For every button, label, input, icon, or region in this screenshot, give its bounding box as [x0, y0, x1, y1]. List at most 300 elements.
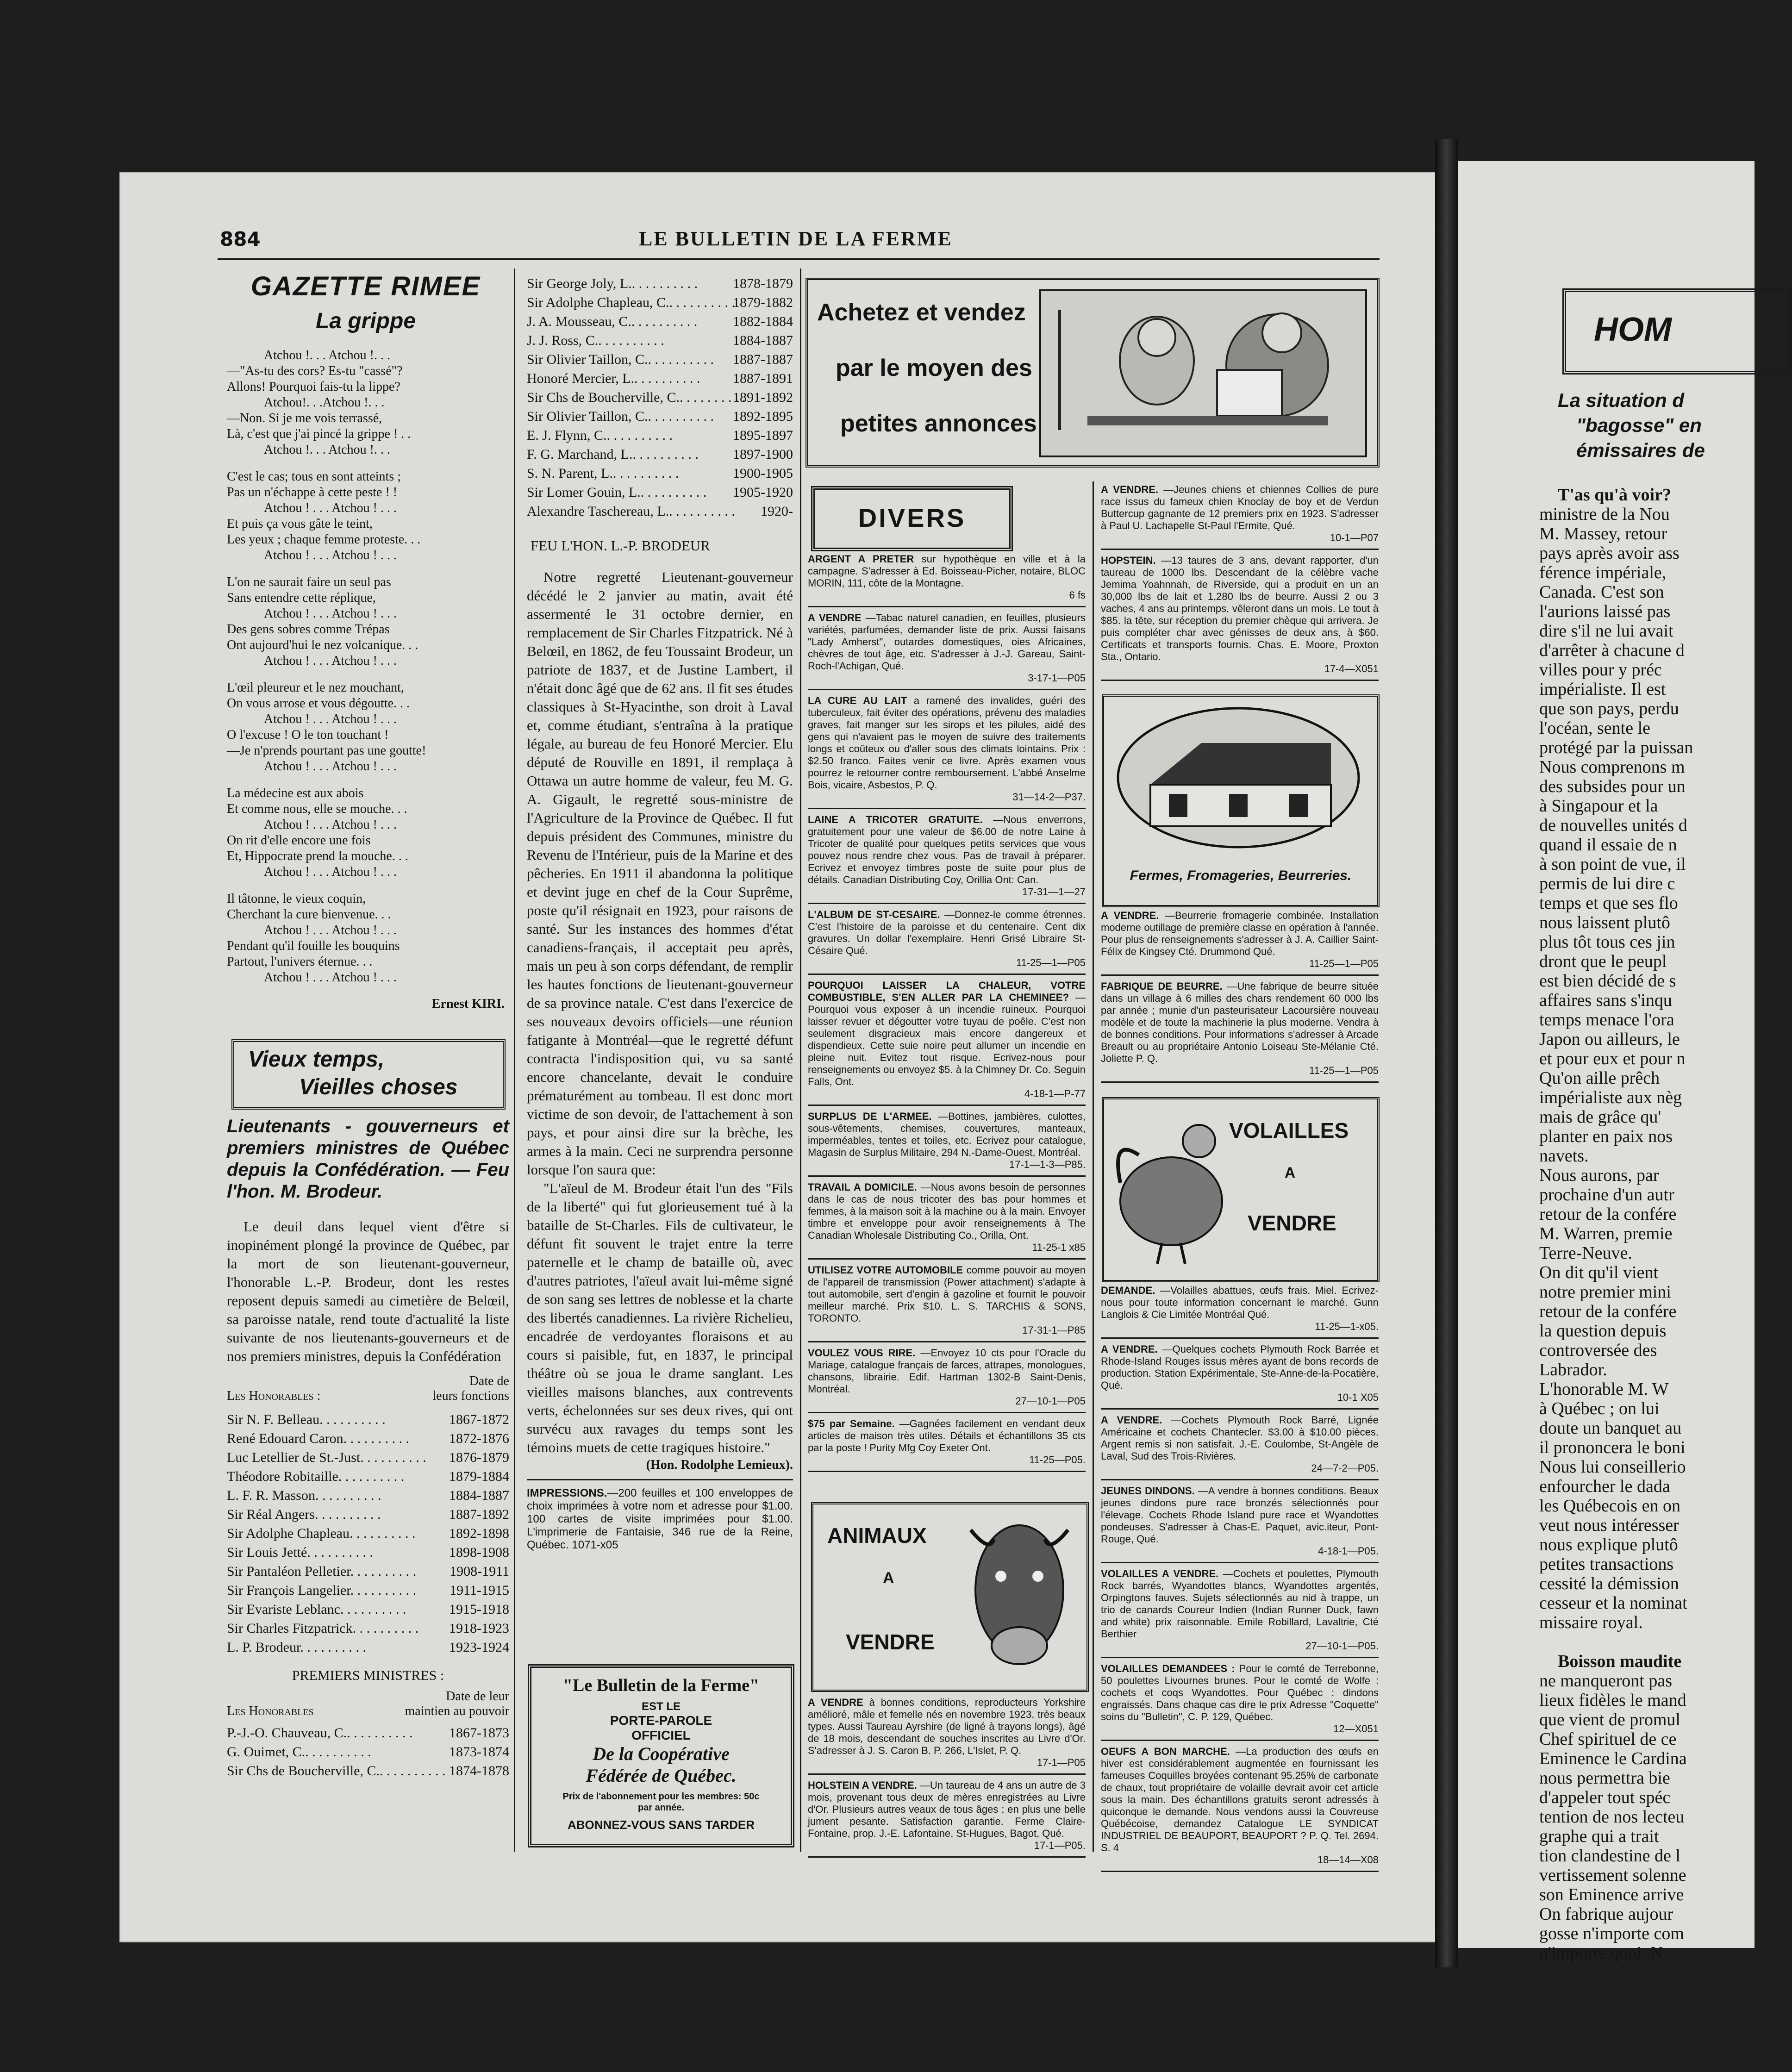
poem-line: Et comme nous, elle se mouche. . . [227, 802, 407, 816]
table-name-cell: Sir Réal Angers. . . . . . . . . . [227, 1507, 381, 1522]
right-page-line: Terre-Neuve. [1539, 1243, 1632, 1263]
poem-line: Atchou ! . . . Atchou ! . . . [264, 712, 397, 726]
classified-ad [1101, 1414, 1379, 1474]
article-intro-text: Le deuil dans lequel vient d'être si inopinément plongé la province de Québec, par la mort de son lieutenant-gouverneur, l'honorable L.-P. Brodeur, dont les restes reposent depuis samedi au cimetière de Belœil, sa paroisse natale, rend toute d'actualité la liste suivante de nos lieutenants-gouverneurs et de nos premiers ministres, depuis la Confédération [227, 1218, 509, 1364]
table-row [527, 464, 793, 483]
table-year-cell: 1891-1892 [733, 390, 793, 405]
poem-line: Atchou ! . . . Atchou ! . . . [264, 606, 397, 621]
couple-drawing [1041, 291, 1365, 456]
bulletin-box [528, 1664, 794, 1847]
masthead: LE BULLETIN DE LA FERME [639, 227, 953, 250]
page-number: 884 [220, 228, 261, 250]
table-year-cell: 1908-1911 [450, 1564, 509, 1579]
ad-separator [808, 1856, 1086, 1858]
table-year-cell: 1892-1898 [449, 1526, 509, 1541]
classified-ad-code: 17-4—X051 [1324, 663, 1379, 674]
right-page-line: des subsides pour un [1539, 777, 1686, 796]
table-year-cell: 1887-1891 [733, 371, 793, 386]
right-page-line: à Singapour et la [1539, 796, 1658, 816]
header-rule [218, 258, 1380, 260]
right-page-line: lieux fidèles le mand [1539, 1691, 1686, 1710]
classified-ad-text: —Nous avons besoin de personnes dans le cas de nous tricoter des bas pour hommes et femmes, à la maison soit à la machine ou à la main. Envoyer timbre et enveloppe pour avoir renseignements à The Canadian Wholesale Distributing Co., Orilla, Ont. [808, 1181, 1086, 1241]
classified-ad-code: 3-17-1—P05 [1028, 672, 1086, 684]
right-page-line: enfourcher le dada [1539, 1477, 1670, 1496]
table-row [227, 1410, 509, 1429]
poem-line: Atchou ! . . . Atchou ! . . . [264, 759, 397, 774]
poem-line: Atchou ! . . . Atchou ! . . . [264, 654, 397, 668]
right-page-line: L'honorable M. W [1539, 1379, 1669, 1399]
classified-ad [1101, 1485, 1379, 1557]
fermes-box [1102, 694, 1380, 907]
table-row [527, 331, 793, 350]
right-page-line: veut nous intéresser [1539, 1516, 1679, 1535]
classified-ad-text: —A vendre à bonnes conditions. Beaux jeunes dindons pure race bronzés sélectionnés pour l'élevage. Cochets Rhode Island pure race et Wyandottes pondeuses. S'adresser à Chas-E. Paquet, avic.iteur, Pont-Rouge, Qué. [1101, 1485, 1379, 1545]
right-page-line: impérialiste. Il est [1539, 680, 1666, 699]
table1-header-left: Les Honorables : [227, 1389, 321, 1403]
classified-ad-text: —Nous enverrons, gratuitement pour une valeur de $6.00 de notre Laine à Tricoter de qualité pour quelques petits services que vous pouvez nous rendre chez vous. Pas de travail à préparer. Ecrivez et envoyez timbres poste de suite pour plus de détails. Canadian Distributing Coy, Orillia Ont: Can. [808, 814, 1086, 886]
impressions-head: IMPRESSIONS. [527, 1487, 607, 1499]
ad-separator [1101, 974, 1379, 976]
classified-ad-code: 10-1—P07 [1330, 532, 1379, 543]
right-page-line: Labrador. [1539, 1360, 1607, 1379]
poem-line: Il tâtonne, le vieux coquin, [227, 892, 366, 906]
brodeur-article [527, 568, 793, 1457]
right-page-line: prochaine d'un autr [1539, 1185, 1674, 1205]
premiers-table [227, 1723, 509, 1780]
divers-title: DIVERS [858, 503, 966, 532]
ad-separator [1101, 1408, 1379, 1410]
column-1-article [227, 1116, 509, 1780]
right-page-line: n'importe quoi. N [1539, 1943, 1663, 1963]
right-page-line: temps et que ses flo [1539, 893, 1678, 913]
right-page-line: la question depuis [1539, 1321, 1667, 1341]
classified-ad-text: —Donnez-le comme étrennes. C'est l'histoire de la paroisse et du centenaire. Cent dix gravures. Un dollar l'exemplaire. Henri Grisé Libraire St-Césaire Qué. [808, 909, 1086, 956]
classified-ad-text: à bonnes conditions, reproducteurs Yorkshire amélioré, mâle et femelle nés en novembre 1923, très beaux types. Aussi Taureau Ayrshire (de ligné à trayons longs), âgé de 18 mois, descendant de souches inscrites au Livre d'Or. S'adresser à J. S. Caron B. P. 266, L'Islet, P. Q. [808, 1697, 1086, 1756]
right-page-line: missaire royal. [1539, 1613, 1643, 1632]
ad-separator [808, 1258, 1086, 1260]
table-row [227, 1761, 509, 1780]
table-row [227, 1429, 509, 1448]
table-year-cell: 1920- [761, 504, 793, 519]
poem-line: Atchou ! . . . Atchou ! . . . [264, 970, 397, 985]
classified-ad-code: 27—10-1—P05. [1305, 1640, 1379, 1652]
table-year-cell: 1882-1884 [733, 314, 793, 329]
rooster-illustration [1111, 1109, 1231, 1266]
classified-ad-text: —La production des œufs en hiver est considérablement augmentée en fournissant les fameuses Coquilles broyées contenant 95.25% de carbonate de chaux, tout propriétaire de volaille devrait avoir cet article sous la main. Des échantillons gratuits seront adressés à quiconque le demande. Nous vendons aussi la Couvreuse Québécoise, demandez Catalogue LE SYNDICAT INDUSTRIEL DE BEAUPORT, BEAUPORT ? P. Q. Tel. 2694. S. 4 [1101, 1746, 1379, 1854]
table-year-cell: 1918-1923 [449, 1621, 509, 1636]
table-name-cell: Sir François Langelier. . . . . . . . . . [227, 1583, 417, 1598]
right-page-line: Qu'on aille prêch [1539, 1068, 1660, 1088]
classified-ad [1101, 910, 1379, 970]
classified-ad [1101, 555, 1379, 675]
classified-ad [808, 1264, 1086, 1336]
classified-ad-head: A VENDRE. [1101, 1343, 1162, 1355]
poem-line: On vous arrose et vous dégoutte. . . [227, 696, 410, 711]
table-name-cell: F. G. Marchand, L.. . . . . . . . . . [527, 447, 699, 462]
right-page-line: graphe qui a trait [1539, 1827, 1659, 1846]
right-page-line: affaires sans s'inqu [1539, 991, 1672, 1010]
column-rule-2 [800, 268, 801, 1852]
table-row [227, 1524, 509, 1543]
bulletin-box-price: Prix de l'abonnement pour les membres: 50c par année. [562, 1791, 760, 1813]
classified-ad-head: OEUFS A BON MARCHE. [1101, 1746, 1236, 1757]
table-name-cell: Sir Adolphe Chapleau, C.. . . . . . . . . . [527, 295, 735, 310]
right-page-line: Eminence le Cardina [1539, 1749, 1687, 1768]
right-page-line: permis de lui dire c [1539, 874, 1675, 893]
ad-separator [808, 1341, 1086, 1342]
right-page-line: petites transactions [1539, 1554, 1674, 1574]
table-name-cell: Sir Adolphe Chapleau. . . . . . . . . . [227, 1526, 416, 1541]
right-page-line: M. Massey, retour [1539, 524, 1667, 543]
classified-ad [808, 695, 1086, 803]
table2-header-right-bottom: maintien au pouvoir [405, 1704, 509, 1718]
premiers-table-continued [527, 274, 793, 521]
classified-ad-head: VOLAILLES A VENDRE. [1101, 1568, 1223, 1579]
banner-line-1: Achetez et vendez [817, 299, 1026, 326]
poem-line: O l'excuse ! O le ton touchant ! [227, 728, 389, 742]
right-page-line: il prononcera le boni [1539, 1438, 1686, 1457]
classified-ad-head: SURPLUS DE L'ARMEE. [808, 1111, 938, 1122]
right-page-line: M. Warren, premie [1539, 1224, 1673, 1243]
classified-ad [808, 612, 1086, 684]
right-page-line: Japon ou ailleurs, le [1539, 1030, 1680, 1049]
table-year-cell: 1884-1887 [449, 1488, 509, 1503]
classified-ad [1101, 980, 1379, 1077]
poem-line: Atchou !. . . Atchou !. . . [264, 348, 390, 362]
volailles-line-3: VENDRE [1248, 1211, 1336, 1235]
right-page-subtitle-line: émissaires de [1576, 439, 1705, 461]
divers-ads [808, 553, 1086, 1477]
table-row [227, 1581, 509, 1600]
table-year-cell: 1900-1905 [733, 466, 793, 481]
ad-separator [1101, 1871, 1379, 1872]
poem-line: Pendant qu'il fouille les bouquins [227, 939, 400, 953]
classified-ad [1101, 1568, 1379, 1652]
banner-line-2: par le moyen des [836, 355, 1032, 381]
ad-separator [1101, 1081, 1379, 1083]
classified-ad [808, 814, 1086, 898]
animaux-ads [808, 1697, 1086, 1862]
classified-ad-head: ARGENT A PRETER [808, 553, 922, 565]
right-page-line: On dit qu'il vient [1539, 1263, 1659, 1282]
column-2 [527, 274, 793, 1552]
classified-ad-text: —Une fabrique de beurre située dans un village à 6 milles des chars rendement 60 000 lbs par année ; munie d'un pasteurisateur Lacoursière nouveau modèle et de toute la machinerie la plus moderne. Vendra à de bonnes conditions. Pour informations s'adresser à Arcade Breault ou au propriétaire Antonio Loiseau Ste-Mélanie Cté. Joliette P. Q. [1101, 980, 1379, 1064]
classified-ad-head: L'ALBUM DE ST-CESAIRE. [808, 909, 945, 920]
table-name-cell: René Edouard Caron. . . . . . . . . . [227, 1431, 410, 1446]
right-page-line: tention de nos lecteu [1539, 1807, 1685, 1827]
animaux-line-2: A [883, 1569, 894, 1587]
volailles-box [1102, 1097, 1380, 1282]
classified-ad-head: A VENDRE. [1101, 484, 1164, 495]
right-page-line: temps menace l'ora [1539, 1010, 1674, 1030]
quote-author: (Hon. Rodolphe Lemieux). [646, 1458, 793, 1472]
table-name-cell: P.-J.-O. Chauveau, C.. . . . . . . . . . [227, 1725, 413, 1741]
poem-author: Ernest KIRI. [431, 997, 505, 1011]
classified-ad-head: A VENDRE. [1101, 910, 1165, 921]
right-page-title-box [1562, 288, 1792, 374]
lieutenant-governors-table [227, 1410, 509, 1657]
animaux-line-1: ANIMAUX [827, 1523, 927, 1548]
right-page-line: gosse n'importe com [1539, 1924, 1684, 1943]
vieux-temps-box [231, 1039, 506, 1110]
bulletin-box-line-4: De la Coopérative [593, 1743, 730, 1764]
right-page-line: dront que le peupl [1539, 952, 1667, 971]
classified-ad-head: A VENDRE [808, 612, 866, 624]
classified-ad-text: sur hypothèque en ville et à la campagne. S'adresser à Ed. Boisseau-Picher, notaire, BLOC MORIN, 111, côte de la Montagne. [808, 553, 1086, 589]
right-page-subtitle [1558, 388, 1771, 463]
column-4-ads-top [1101, 484, 1379, 686]
ad-separator [808, 1105, 1086, 1106]
table-name-cell: J. J. Ross, C.. . . . . . . . . . [527, 333, 664, 348]
classified-ad-code: 6 fs [1069, 589, 1086, 601]
classified-ad-code: 17-31-1—P85 [1022, 1324, 1086, 1336]
classified-ad-code: 11-25—1—P05 [1309, 958, 1379, 969]
petites-annonces-banner [805, 278, 1380, 468]
right-page-line: protégé par la puissan [1539, 738, 1693, 757]
table-row [227, 1742, 509, 1761]
table-name-cell: E. J. Flynn, C.. . . . . . . . . . [527, 428, 673, 443]
classified-ad [808, 909, 1086, 969]
classified-ad [1101, 484, 1379, 544]
table-name-cell: J. A. Mousseau, C.. . . . . . . . . . [527, 314, 698, 329]
classified-ad-code: 4-18-1—P-77 [1024, 1088, 1086, 1099]
classified-ad-text: —Jeunes chiens et chiennes Collies de pure race issus du fameux chien Knoclay de boy et de Verdun Buttercup gagnante de 12 premiers prix en 1923. S'adresser à Paul U. Lachapelle St-Paul l'Ermite, Qué. [1101, 484, 1379, 531]
bulletin-box-line-2: PORTE-PAROLE [610, 1713, 712, 1728]
table-year-cell: 1867-1873 [449, 1725, 509, 1741]
classified-ad-head: JEUNES DINDONS. [1101, 1485, 1198, 1497]
poem-line: —Non. Si je me vois terrassé, [227, 411, 382, 425]
table-name-cell: Sir George Joly, L.. . . . . . . . . . [527, 276, 698, 291]
table-row [227, 1619, 509, 1638]
classified-ad [808, 1347, 1086, 1407]
table-row [227, 1505, 509, 1524]
ad-separator [808, 689, 1086, 690]
classified-ad-code: 11-25—1-x05. [1315, 1321, 1379, 1332]
right-page-line: doute un banquet au [1539, 1418, 1682, 1438]
poem-line: Les yeux ; chaque femme proteste. . . [227, 532, 421, 547]
classified-ad-code: 17-31—1—27 [1022, 886, 1086, 898]
classified-ad-text: —Bottines, jambières, culottes, sous-vêtements, chemises, couvertures, manteaux, imperméables, tentes et toiles, etc. Ecrivez pour catalogue, Magasin de Surplus Militaire, 294 N.-Dame-Ouest, Montréal. [808, 1111, 1086, 1158]
table-name-cell: Théodore Robitaille. . . . . . . . . . [227, 1469, 405, 1484]
classified-ad-text: —Volailles abattues, œufs frais. Miel. Ecrivez-nous pour toute information concernant le marché. Gunn Langlois & Cie Limitée Montréal Qué. [1101, 1285, 1379, 1320]
classified-ad-head: DEMANDE. [1101, 1285, 1161, 1296]
poem-line: —"As-tu des cors? Es-tu "cassé"? [227, 364, 403, 378]
right-page-line: Canada. C'est son [1539, 582, 1664, 602]
fermes-caption: Fermes, Fromageries, Beurreries. [1130, 868, 1352, 883]
right-page-line: navets. [1539, 1146, 1589, 1166]
impressions-text: —200 feuilles et 100 enveloppes de choix imprimées à votre nom et adresse pour $1.00. 100 cartes de visite imprimées pour $1.00. L'imprimerie de Fantaisie, 346 rue de la Reine, Québec. 1071-x05 [527, 1487, 793, 1551]
poem-line: On rit d'elle encore une fois [227, 833, 371, 848]
classified-ad-head: UTILISEZ VOTRE AUTOMOBILE [808, 1264, 967, 1276]
table-row [227, 1600, 509, 1619]
right-page-line: On fabrique aujour [1539, 1904, 1673, 1924]
right-page-line: son Eminence arrive [1539, 1885, 1684, 1904]
classified-ad-code: 11-25—1—P05 [1309, 1065, 1379, 1076]
article-paragraph: Notre regretté Lieutenant-gouverneur décédé le 2 janvier au matin, avait été assermenté le 31 octobre dernier, en remplacement de Sir Charles Fitzpatrick. Né à Belœil, en 1862, de feu Toussaint Brodeur, un patriote de 1837, et de Justine Lambert, il n'était donc âgé que de 62 ans. Il fit ses études classiques à St-Hyacinthe, son droit à Laval et, comme étudiant, s'entraîna à la pratique légale, au bureau de feu Honoré Mercier. Elu député de Rouville en 1891, il remplaça à Ottawa un autre homme de valeur, feu M. G. A. Gigault, le regretté sous-ministre de l'Agriculture de la Province de Québec. Il fut depuis président des Communes, ministre du Revenu de l'Intérieur, puis de la Marine et des pêcheries. En 1911 il abandonna la politique et devint juge en chef de la Cour Suprême, poste qu'il résignait en 1923, pour raisons de santé. Sur les instances des hommes d'état canadiens-français, il acceptait peu après, mais un peu à son corps défendant, de remplir les hautes fonctions de lieutenant-gouverneur de sa province natale. C'est dans l'exercice de ses nouveaux devoirs officiels—une réunion fatigante à Montréal—que le regretté défunt contracta l'indisposition qui, vu sa santé encore chancelante, devait le conduire prématurément au tombeau. Il est donc mort victime de son devoir, de l'attachement à son pays, et pour ainsi dire sur la brèche, les armes à la main. Ceci ne surprendra personne lorsque l'on saura que: [527, 569, 793, 1178]
classified-ad-head: VOLAILLES DEMANDEES : [1101, 1663, 1239, 1674]
table-name-cell: L. F. R. Masson. . . . . . . . . . [227, 1488, 381, 1503]
classified-ad-code: 17-1—P05 [1036, 1757, 1086, 1768]
right-page-line: Boisson maudite [1558, 1652, 1682, 1671]
classified-ad-head: VOULEZ VOUS RIRE. [808, 1347, 921, 1359]
table-row [527, 502, 793, 521]
poem-line: Ont aujourd'hui le nez volcanique. . . [227, 638, 418, 652]
classified-ad-code: 27—10-1—P05 [1015, 1395, 1086, 1407]
poem-line: —Je n'prends pourtant pas une goutte! [227, 743, 426, 758]
right-page-line: et pour eux et pour n [1539, 1049, 1686, 1068]
table-year-cell: 1923-1924 [449, 1640, 509, 1655]
poem-line: Et puis ça vous gâte le teint, [227, 517, 373, 531]
ad-separator [1101, 549, 1379, 550]
poem-line: Cherchant la cure bienvenue. . . [227, 907, 391, 922]
right-page-line: à son point de vue, il [1539, 855, 1686, 874]
table-year-cell: 1895-1897 [733, 428, 793, 443]
right-page-line: mais de grâce qu' [1539, 1107, 1661, 1127]
classified-ad-head: HOPSTEIN. [1101, 555, 1161, 566]
table-name-cell: Sir Louis Jetté. . . . . . . . . . [227, 1545, 373, 1560]
table-year-cell: 1878-1879 [733, 276, 793, 291]
table-row [527, 483, 793, 502]
classified-ad [808, 1779, 1086, 1852]
classified-ad-text: —Gagnées facilement en vendant deux articles de maison très utiles. Détails et échantillons 35 cts par la poste ! Purity Mfg Coy Exeter Ont. [808, 1418, 1086, 1454]
right-page-line: d'arrêter à chacune d [1539, 641, 1685, 660]
table-name-cell: Sir N. F. Belleau. . . . . . . . . . [227, 1412, 386, 1427]
poem-line: Atchou ! . . . Atchou ! . . . [264, 923, 397, 937]
table-row [227, 1723, 509, 1742]
column-rule-1 [514, 268, 515, 1852]
divers-heading-box [811, 486, 1013, 551]
right-page-line: T'as qu'à voir? [1558, 485, 1671, 505]
classified-ad-text: —Envoyez 10 cts pour l'Oracle du Mariage, catalogue français de farces, attrapes, monologues, chansons, librairie. Edif. Hartman 1302-B Saint-Denis, Montréal. [808, 1347, 1086, 1395]
classified-ad-text: —Cochets Plymouth Rock Barré, Lignée Américaine et cochets Chantecler. $3.00 à $10.00 pièces. Argent remis si non satisfait. J.-E. Coulombe, St-Angèle de Laval, Sud des Trois-Rivières. [1101, 1414, 1379, 1462]
classified-ad-head: LAINE A TRICOTER GRATUITE. [808, 814, 993, 825]
impressions-ad [527, 1487, 793, 1552]
poem-line: Atchou ! . . . Atchou ! . . . [264, 501, 397, 515]
table2-header-left: Les Honorables [227, 1704, 314, 1718]
classified-ad-code: 18—14—X08 [1317, 1854, 1379, 1866]
bulletin-box-line-5: Fédérée de Québec. [586, 1765, 737, 1786]
ad-separator [1101, 1740, 1379, 1741]
right-page-line: vertissement solenne [1539, 1866, 1686, 1885]
ad-separator [1101, 680, 1379, 681]
classified-ad-text: —Tabac naturel canadien, en feuilles, plusieurs variétés, parfumées, demander liste de prix. Aussi faisans "Lady Amherst", outardes domestiques, oies Africaines, chèvres de tout âge, etc. S'adresser à J.-J. Gareau, Saint-Roch-l'Achigan, Qué. [808, 612, 1086, 672]
table-row [227, 1562, 509, 1581]
classified-ad-code: 12—X051 [1333, 1723, 1379, 1735]
bulletin-box-cta: ABONNEZ-VOUS SANS TARDER [568, 1818, 755, 1832]
classified-ad-code: 31—14-2—P37. [1012, 791, 1086, 803]
table-name-cell: Sir Olivier Taillon, C.. . . . . . . . . . [527, 409, 714, 424]
table-year-cell: 1874-1878 [449, 1763, 509, 1779]
right-page-line: de nouvelles unités d [1539, 816, 1687, 835]
poem-line: L'on ne saurait faire un seul pas [227, 575, 391, 589]
right-page-line: à Québec ; on lui [1539, 1399, 1660, 1418]
classified-ad-head: HOLSTEIN A VENDRE. [808, 1779, 920, 1791]
table-year-cell: 1892-1895 [733, 409, 793, 424]
ad-separator [808, 1175, 1086, 1177]
table-year-cell: 1872-1876 [449, 1431, 509, 1446]
right-page-body [1539, 485, 1780, 1963]
ad-separator [808, 1471, 1086, 1472]
table-row [527, 407, 793, 426]
table-year-cell: 1876-1879 [449, 1450, 509, 1465]
table2-header-right-top: Date de leur [446, 1689, 509, 1704]
article-paragraph: "L'aïeul de M. Brodeur était l'un des "Fils de la liberté" qui fut glorieusement tué à la bataille de St-Charles. Fils de cultivateur, le défunt fit souvent le trajet entre la terre paternelle et le champ de bataille où, avec d'autres patriotes, l'aïeul avait lui-même signé de son sang ses lettres de noblesse et la charte des libertés canadiennes. La rivière Richelieu, encadrée de verdoyantes floraisons et au cours si paisible, fut, en 1837, le principal théâtre où se joua le drame sanglant. Les vieilles maisons blanches, aux contrevents verts, échelonnées sur ses deux rives, qui ont survécu aux ravages du temps sont les témoins muets de cette tragiques histoire." [527, 1180, 793, 1455]
poem-line: Pas un n'échappe à cette peste ! ! [227, 485, 398, 499]
poem-line: L'œil pleureur et le nez mouchant, [227, 680, 404, 695]
table-year-cell: 1911-1915 [450, 1583, 509, 1598]
table-year-cell: 1867-1872 [449, 1412, 509, 1427]
right-page-line: quand il essaie de n [1539, 835, 1677, 855]
classified-ad-code: 11-25—1—P05 [1016, 957, 1086, 968]
reading-couple-illustration [1039, 289, 1367, 457]
classified-ad-head: POURQUOI LAISSER LA CHALEUR, VOTRE COMBUSTIBLE, S'EN ALLER PAR LA CHEMINEE? [808, 980, 1086, 1003]
table-row [227, 1638, 509, 1657]
right-page-line: nous laissent plutô [1539, 913, 1670, 932]
right-page-line: que son pays, perdu [1539, 699, 1679, 718]
poem-line: Atchou ! . . . Atchou ! . . . [264, 818, 397, 832]
classified-ad [1101, 1343, 1379, 1404]
right-page-line: plus tôt tous ces jin [1539, 932, 1675, 952]
ad-separator [808, 1773, 1086, 1775]
table-year-cell: 1873-1874 [449, 1744, 509, 1760]
ad-separator [1101, 1562, 1379, 1563]
table-year-cell: 1887-1887 [733, 352, 793, 367]
table-row [227, 1467, 509, 1486]
table-name-cell: Sir Chs de Boucherville, C.. . . . . . . . . . [527, 390, 746, 405]
classified-ad-head: $75 par Semaine. [808, 1418, 899, 1429]
right-page-line: retour de la confére [1539, 1302, 1677, 1321]
poem-line: Là, c'est que j'ai pincé la grippe ! . . [227, 427, 411, 441]
right-page-line: Chef spirituel de ce [1539, 1729, 1677, 1749]
right-page-line: ne manqueront pas [1539, 1671, 1673, 1691]
classified-ad [808, 1697, 1086, 1769]
poem [227, 348, 505, 986]
poem-line: Atchou!. . .Atchou !. . . [264, 395, 385, 410]
classified-ad-text: —13 taures de 3 ans, devant rapporter, d'un taureau de 1000 lbs. Descendant de la célèbre vache Jemima Yoahnnah, de Riverside, qui a produit en un an 30,000 lbs de lait et 1,280 lbs de beurre. Aussi 2 ou 3 vaches, 4 ans au printemps, vêleront dans un mois. Le tout à $85. la tête, sur réception du premier chèque qui arrivera. Je puis compléter char avec génisses de deux ans, à $60. Certificats et transports fournis. Chas. E. Moore, Proxton Sta., Ontario. [1101, 555, 1379, 662]
bulletin-box-title: "Le Bulletin de la Ferme" [562, 1676, 760, 1695]
poem-line: Et, Hippocrate prend la mouche. . . [227, 849, 408, 863]
right-page-line: Nous lui conseillerio [1539, 1457, 1686, 1477]
classified-ad [808, 1418, 1086, 1466]
classified-ad-text: —Un taureau de 4 ans un autre de 3 mois, provenant tous deux de mères enregistrées au Livre d'Or. Plusieurs autres veaux de tous âges ; en plus une belle jument pesante. Satisfaction garantie. Ferme Claire-Fontaine, prop. J.-E. Lafontaine, St-Hugues, Bagot, Qué. [808, 1779, 1086, 1839]
ad-separator [1101, 1337, 1379, 1339]
classified-ad-code: 11-25-1 x85 [1032, 1242, 1086, 1253]
poem-line: Allons! Pourquoi fais-tu la lippe? [227, 380, 400, 394]
poem-line: Atchou ! . . . Atchou ! . . . [264, 865, 397, 879]
table-name-cell: Sir Evariste Leblanc. . . . . . . . . . [227, 1602, 406, 1617]
table-row [227, 1486, 509, 1505]
right-page-line: nous permettra bie [1539, 1768, 1670, 1788]
vieux-temps-line-2: Vieilles choses [299, 1075, 458, 1099]
classified-ad-code: 24—7-2—P05. [1311, 1462, 1379, 1474]
table-year-cell: 1879-1882 [733, 295, 793, 310]
right-page-line: que vient de promul [1539, 1710, 1680, 1729]
table-year-cell: 1884-1887 [733, 333, 793, 348]
table-name-cell: Sir Pantaléon Pelletier. . . . . . . . . . [227, 1564, 417, 1579]
right-page-title: HOM [1594, 311, 1672, 348]
ad-separator [808, 606, 1086, 607]
table-name-cell: Sir Lomer Gouin, L.. . . . . . . . . . [527, 485, 707, 500]
bulletin-box-line-3: OFFICIEL [631, 1728, 691, 1742]
impressions-rule [527, 1479, 793, 1480]
table-row [527, 426, 793, 445]
adjacent-page [1458, 161, 1755, 1963]
table-row [527, 350, 793, 369]
classified-ad [808, 1181, 1086, 1254]
poem-line: Partout, l'univers éternue. . . [227, 955, 373, 969]
table-row [527, 445, 793, 464]
ad-separator [808, 1412, 1086, 1413]
